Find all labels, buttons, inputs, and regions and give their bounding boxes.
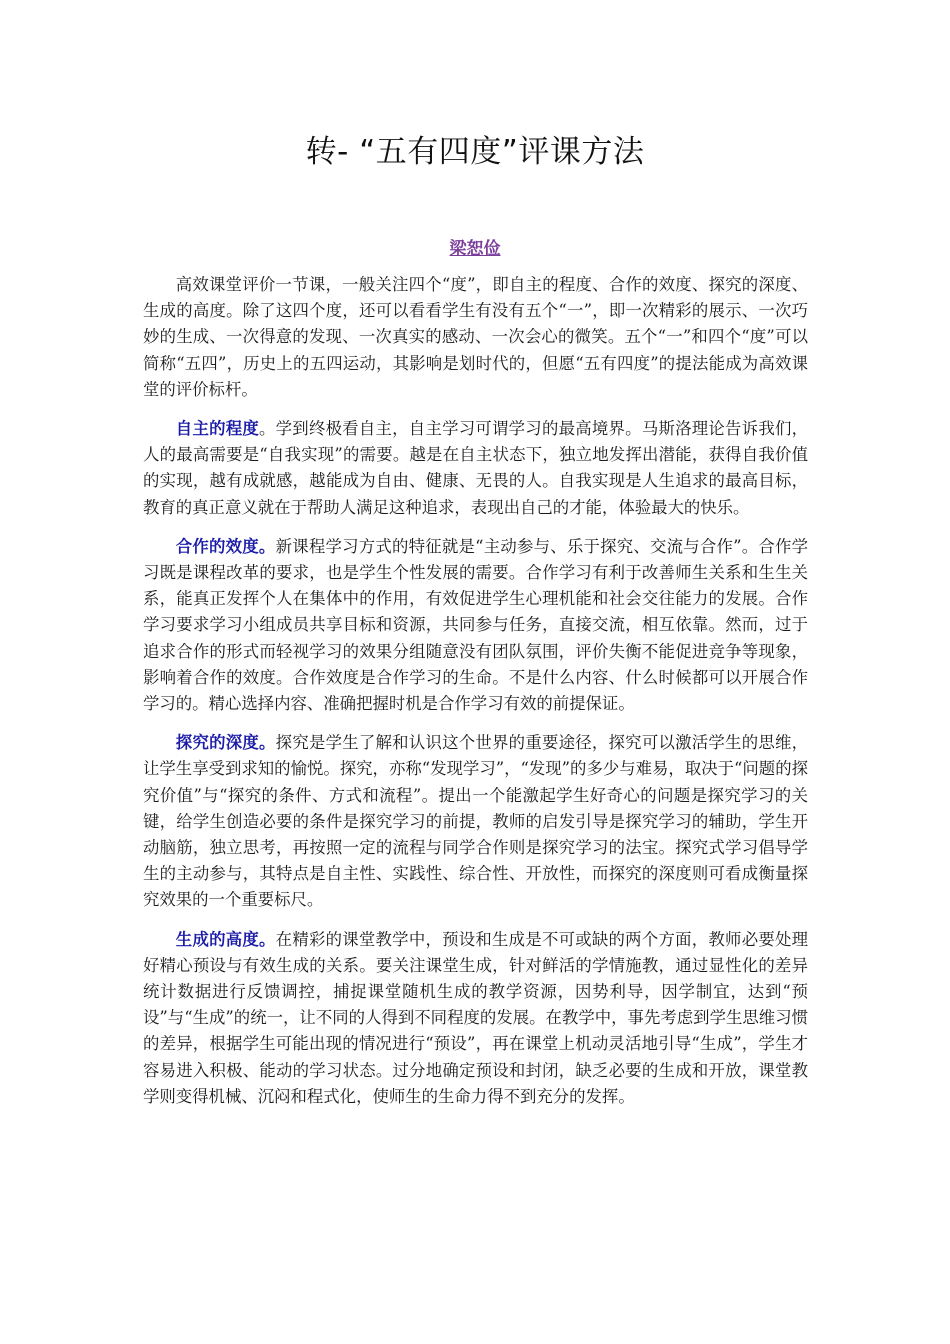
paragraph-intro [143, 272, 808, 403]
paragraph-generation [143, 927, 808, 1110]
section-heading-generation: 生成的高度。 [175, 929, 276, 949]
paragraph-inquiry [143, 730, 808, 913]
section-heading-cooperation: 合作的效度。 [175, 536, 276, 556]
paragraph-autonomy [143, 416, 808, 521]
document-title: 转- “五有四度”评课方法 [305, 134, 645, 170]
author-link[interactable]: 梁恕俭 [449, 239, 501, 259]
paragraph-text: 在精彩的课堂教学中，预设和生成是不可或缺的两个方面，教师必要处理好精心预设与有效生成的关系。要关注课堂生成，针对鲜活的学情施教，通过显性化的差异统计数据进行反馈调控，捕捉课堂随机生成的教学资源，因势利导，因学制宜，达到“预设”与“生成”的统一，让不同的人得到不同程度的发展。在教学中，事先考虑到学生思维习惯的差异，根据学生可能出现的情况进行“预设”，再在课堂上机动灵活地引导“生成”，学生才容易进入积极、能动的学习状态。过分地确定预设和封闭，缺乏必要的生成和开放，课堂教学则变得机械、沉闷和程式化，使师生的生命力得不到充分的发挥。 [143, 929, 809, 1106]
paragraph-text: 探究是学生了解和认识这个世界的重要途径，探究可以激活学生的思维，让学生享受到求知的愉悦。探究，亦称“发现学习”，“发现”的多少与难易，取决于“问题的探究价值”与“探究的条件、方式和流程”。提出一个能激起学生好奇心的问题是探究学习的关键，给学生创造必要的条件是探究学习的前提，教师的启发引导是探究学习的辅助，学生开动脑筋，独立思考，再按照一定的流程与同学合作则是探究学习的法宝。探究式学习倡导学生的主动参与，其特点是自主性、实践性、综合性、开放性，而探究的深度则可看成衡量探究效果的一个重要标尺。 [143, 733, 809, 910]
paragraph-text: 新课程学习方式的特征就是“主动参与、乐于探究、交流与合作”。合作学习既是课程改革的要求，也是学生个性发展的需要。合作学习有利于改善师生关系和生生关系，能真正发挥个人在集体中的作用，有效促进学生心理机能和社会交往能力的发展。合作学习要求学习小组成员共享目标和资源，共同参与任务，直接交流，相互依靠。然而，过于追求合作的形式而轻视学习的效果分组随意没有团队氛围，评价失衡不能促进竞争等现象，影响着合作的效度。合作效度是合作学习的生命。不是什么内容、什么时候都可以开展合作学习的。精心选择内容、准确把握时机是合作学习有效的前提保证。 [143, 536, 808, 714]
document-body [143, 272, 808, 1123]
paragraph-cooperation [143, 534, 808, 717]
paragraph-text: 高效课堂评价一节课，一般关注四个“度”，即自主的程度、合作的效度、探究的深度、生成的高度。除了这四个度，还可以看看学生有没有五个“一”，即一次精彩的展示、一次巧妙的生成、一次得意的发现、一次真实的感动、一次会心的微笑。五个“一”和四个“度”可以简称“五四”，历史上的五四运动，其影响是划时代的，但愿“五有四度”的提法能成为高效课堂的评价标杆。 [143, 275, 808, 399]
paragraph-text: 。学到终极看自主，自主学习可谓学习的最高境界。马斯洛理论告诉我们，人的最高需要是“自我实现”的需要。越是在自主状态下，独立地发挥出潜能，获得自我价值的实现，越有成就感，越能成为自由、健康、无畏的人。自我实现是人生追求的最高目标，教育的真正意义就在于帮助人满足这种追求，表现出自己的才能，体验最大的快乐。 [143, 419, 808, 517]
section-heading-inquiry: 探究的深度。 [175, 733, 276, 753]
section-heading-autonomy: 自主的程度 [175, 419, 260, 439]
